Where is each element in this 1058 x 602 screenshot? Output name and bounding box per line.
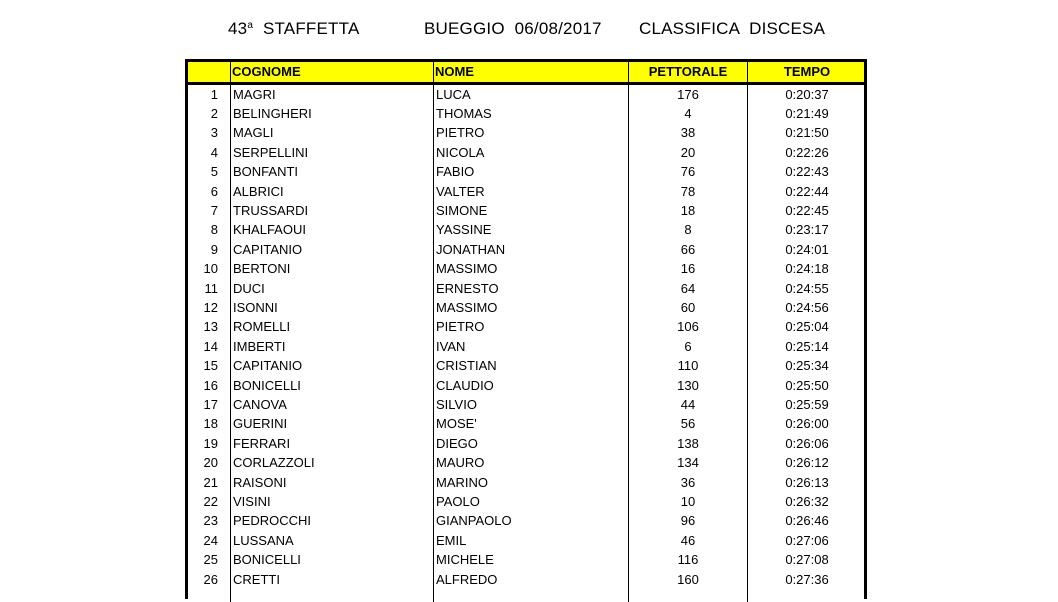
tempo-cell: 0:26:00 bbox=[785, 416, 829, 432]
table-row bbox=[188, 357, 864, 376]
cognome-cell: RAISONI bbox=[233, 474, 287, 490]
table-row bbox=[188, 454, 864, 473]
cognome-cell: TRUSSARDI bbox=[233, 202, 309, 218]
position-cell: 9 bbox=[210, 241, 218, 257]
nome-cell: VALTER bbox=[436, 183, 485, 199]
position-cell: 18 bbox=[203, 416, 218, 432]
cognome-cell: MAGLI bbox=[233, 125, 274, 141]
tempo-cell: 0:24:18 bbox=[785, 261, 829, 277]
event-title bbox=[228, 19, 360, 39]
position-cell: 1 bbox=[210, 86, 218, 102]
tempo-cell: 0:25:04 bbox=[785, 319, 829, 335]
position-cell: 8 bbox=[210, 222, 218, 238]
pettorale-cell: 18 bbox=[680, 202, 696, 218]
results-table bbox=[185, 59, 867, 599]
tempo-cell: 0:21:49 bbox=[785, 105, 829, 121]
table-row bbox=[188, 241, 864, 260]
tempo-cell: 0:25:34 bbox=[785, 358, 829, 374]
nome-cell: ALFREDO bbox=[436, 571, 498, 587]
nome-cell: MAURO bbox=[436, 455, 485, 471]
tempo-cell: 0:26:06 bbox=[785, 435, 829, 451]
nome-cell: DIEGO bbox=[436, 435, 478, 451]
pettorale-cell: 56 bbox=[680, 416, 696, 432]
position-cell: 12 bbox=[203, 299, 218, 315]
table-row bbox=[188, 183, 864, 202]
pettorale-cell: 4 bbox=[684, 105, 692, 121]
position-cell: 24 bbox=[203, 532, 218, 548]
tempo-cell: 0:27:36 bbox=[785, 571, 829, 587]
pettorale-cell: 130 bbox=[677, 377, 699, 393]
pettorale-cell: 10 bbox=[680, 493, 696, 509]
tempo-cell: 0:24:01 bbox=[785, 241, 829, 257]
position-cell: 2 bbox=[210, 105, 218, 121]
tempo-cell: 0:26:13 bbox=[785, 474, 829, 490]
table-row bbox=[188, 202, 864, 221]
cognome-cell: BERTONI bbox=[233, 261, 291, 277]
position-cell: 5 bbox=[210, 164, 218, 180]
cognome-cell: CAPITANIO bbox=[233, 358, 303, 374]
position-cell: 21 bbox=[203, 474, 218, 490]
nome-cell: GIANPAOLO bbox=[436, 513, 512, 529]
table-row bbox=[188, 221, 864, 240]
tempo-cell: 0:20:37 bbox=[785, 86, 829, 102]
classification-title: CLASSIFICA DISCESA bbox=[639, 19, 826, 38]
tempo-cell: 0:22:44 bbox=[785, 183, 829, 199]
nome-cell: CLAUDIO bbox=[436, 377, 494, 393]
pettorale-cell: 78 bbox=[680, 183, 696, 199]
nome-cell: PAOLO bbox=[436, 493, 480, 509]
table-row bbox=[188, 377, 864, 396]
table-row bbox=[188, 338, 864, 357]
nome-cell: FABIO bbox=[436, 164, 475, 180]
table-row bbox=[188, 260, 864, 279]
tempo-cell: 0:21:50 bbox=[785, 125, 829, 141]
cognome-cell: PEDROCCHI bbox=[233, 513, 312, 529]
table-row bbox=[188, 551, 864, 570]
cognome-cell: BONFANTI bbox=[233, 164, 299, 180]
pettorale-cell: 176 bbox=[677, 86, 699, 102]
position-cell: 11 bbox=[204, 280, 218, 296]
table-row bbox=[188, 318, 864, 337]
pettorale-cell: 44 bbox=[680, 396, 696, 412]
table-row bbox=[188, 299, 864, 318]
cognome-cell: BELINGHERI bbox=[233, 105, 312, 121]
column-header-cognome: COGNOME bbox=[232, 64, 301, 79]
position-cell: 17 bbox=[203, 396, 218, 412]
event-number: 43 bbox=[228, 19, 248, 38]
nome-cell: NICOLA bbox=[436, 144, 485, 160]
tempo-cell: 0:24:56 bbox=[785, 299, 829, 315]
pettorale-cell: 20 bbox=[680, 144, 696, 160]
tempo-cell: 0:26:32 bbox=[785, 493, 829, 509]
cognome-cell: BONICELLI bbox=[233, 552, 301, 568]
nome-cell: MASSIMO bbox=[436, 261, 498, 277]
nome-cell: THOMAS bbox=[436, 105, 492, 121]
cognome-cell: ALBRICI bbox=[233, 183, 284, 199]
table-row bbox=[188, 396, 864, 415]
nome-cell: MICHELE bbox=[436, 552, 494, 568]
cognome-cell: FERRARI bbox=[233, 435, 291, 451]
cognome-cell: MAGRI bbox=[233, 86, 276, 102]
position-cell: 16 bbox=[203, 377, 218, 393]
tempo-cell: 0:25:14 bbox=[785, 338, 829, 354]
position-cell: 10 bbox=[203, 261, 218, 277]
position-cell: 23 bbox=[203, 513, 218, 529]
tempo-cell: 0:22:45 bbox=[785, 202, 829, 218]
nome-cell: YASSINE bbox=[436, 222, 492, 238]
event-number-suffix: a bbox=[247, 20, 254, 31]
pettorale-cell: 16 bbox=[680, 261, 696, 277]
table-row bbox=[188, 415, 864, 434]
nome-cell: MARINO bbox=[436, 474, 488, 490]
table-row bbox=[188, 493, 864, 512]
tempo-cell: 0:23:17 bbox=[785, 222, 829, 238]
pettorale-cell: 76 bbox=[680, 164, 696, 180]
cognome-cell: ROMELLI bbox=[233, 319, 291, 335]
cognome-cell: DUCI bbox=[233, 280, 265, 296]
position-cell: 22 bbox=[203, 493, 218, 509]
position-cell: 19 bbox=[203, 435, 218, 451]
position-cell: 26 bbox=[203, 571, 218, 587]
table-row bbox=[188, 532, 864, 551]
cognome-cell: CANOVA bbox=[233, 396, 287, 412]
cognome-cell: IMBERTI bbox=[233, 338, 286, 354]
table-row bbox=[188, 571, 864, 590]
place-date: BUEGGIO 06/08/2017 bbox=[424, 19, 602, 38]
cognome-cell: VISINI bbox=[233, 493, 271, 509]
cognome-cell: KHALFAOUI bbox=[233, 222, 306, 238]
pettorale-cell: 38 bbox=[680, 125, 696, 141]
cognome-cell: CRETTI bbox=[233, 571, 280, 587]
position-cell: 4 bbox=[210, 144, 218, 160]
cognome-cell: SERPELLINI bbox=[233, 144, 309, 160]
tempo-cell: 0:22:26 bbox=[785, 144, 829, 160]
table-row bbox=[188, 124, 864, 143]
nome-cell: CRISTIAN bbox=[436, 358, 497, 374]
pettorale-cell: 8 bbox=[684, 222, 692, 238]
pettorale-cell: 6 bbox=[684, 338, 692, 354]
position-cell: 13 bbox=[203, 319, 218, 335]
position-cell: 3 bbox=[210, 125, 218, 141]
cognome-cell: CAPITANIO bbox=[233, 241, 303, 257]
cognome-cell: GUERINI bbox=[233, 416, 288, 432]
nome-cell: EMIL bbox=[436, 532, 467, 548]
pettorale-cell: 138 bbox=[677, 435, 699, 451]
nome-cell: MASSIMO bbox=[436, 299, 498, 315]
nome-cell: PIETRO bbox=[436, 125, 485, 141]
pettorale-cell: 60 bbox=[680, 299, 696, 315]
position-cell: 14 bbox=[203, 338, 218, 354]
table-row bbox=[188, 105, 864, 124]
position-cell: 7 bbox=[210, 202, 218, 218]
position-cell: 6 bbox=[210, 183, 218, 199]
position-cell: 25 bbox=[203, 552, 218, 568]
table-header bbox=[188, 62, 864, 85]
table-row bbox=[188, 474, 864, 493]
cognome-cell: LUSSANA bbox=[233, 532, 294, 548]
nome-cell: JONATHAN bbox=[436, 241, 506, 257]
pettorale-cell: 66 bbox=[680, 241, 696, 257]
pettorale-cell: 134 bbox=[677, 455, 699, 471]
pettorale-cell: 160 bbox=[677, 571, 699, 587]
table-row bbox=[188, 144, 864, 163]
column-header-pettorale: PETTORALE bbox=[648, 64, 728, 79]
event-name: STAFFETTA bbox=[262, 19, 360, 38]
cognome-cell: ISONNI bbox=[233, 299, 278, 315]
nome-cell: MOSE' bbox=[436, 416, 477, 432]
position-cell: 15 bbox=[203, 358, 218, 374]
pettorale-cell: 46 bbox=[680, 532, 696, 548]
pettorale-cell: 64 bbox=[680, 280, 696, 296]
nome-cell: ERNESTO bbox=[436, 280, 499, 296]
tempo-cell: 0:25:59 bbox=[785, 396, 829, 412]
nome-cell: LUCA bbox=[436, 86, 471, 102]
table-row bbox=[188, 280, 864, 299]
pettorale-cell: 116 bbox=[677, 552, 699, 568]
pettorale-cell: 96 bbox=[680, 513, 696, 529]
table-row bbox=[188, 512, 864, 531]
tempo-cell: 0:25:50 bbox=[785, 377, 829, 393]
tempo-cell: 0:27:06 bbox=[785, 532, 829, 548]
nome-cell: SIMONE bbox=[436, 202, 488, 218]
position-cell: 20 bbox=[203, 455, 218, 471]
table-row bbox=[188, 163, 864, 182]
tempo-cell: 0:26:12 bbox=[785, 455, 829, 471]
column-header-tempo: TEMPO bbox=[783, 64, 831, 79]
pettorale-cell: 106 bbox=[677, 319, 699, 335]
nome-cell: SILVIO bbox=[436, 396, 477, 412]
table-row bbox=[188, 86, 864, 105]
cognome-cell: BONICELLI bbox=[233, 377, 301, 393]
tempo-cell: 0:24:55 bbox=[785, 280, 829, 296]
tempo-cell: 0:22:43 bbox=[785, 164, 829, 180]
pettorale-cell: 110 bbox=[677, 358, 699, 374]
nome-cell: PIETRO bbox=[436, 319, 485, 335]
nome-cell: IVAN bbox=[436, 338, 466, 354]
tempo-cell: 0:26:46 bbox=[785, 513, 829, 529]
pettorale-cell: 36 bbox=[680, 474, 696, 490]
tempo-cell: 0:27:08 bbox=[785, 552, 829, 568]
cognome-cell: CORLAZZOLI bbox=[233, 455, 315, 471]
column-header-nome: NOME bbox=[435, 64, 474, 79]
table-row bbox=[188, 435, 864, 454]
